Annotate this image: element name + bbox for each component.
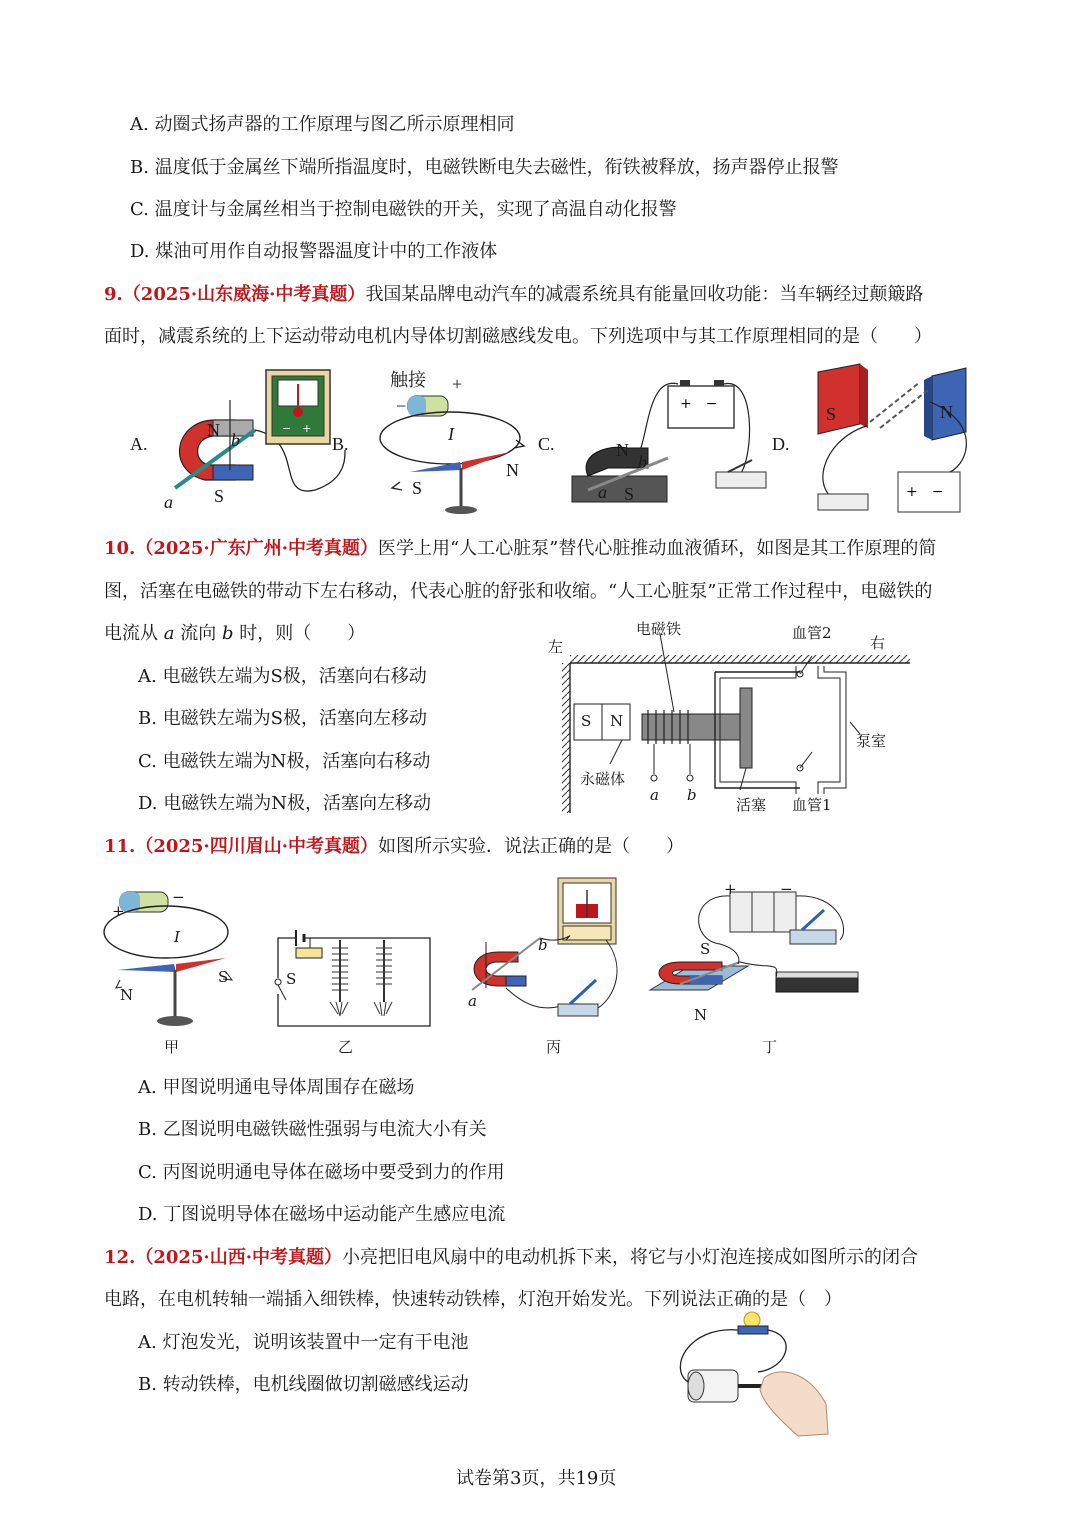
q8-option-b: B. 温度低于金属丝下端所指温度时，电磁铁断电失去磁性，衔铁被释放，扬声器停止报警 <box>130 157 839 178</box>
svg-text:+ −: + − <box>680 396 718 412</box>
q11-fig-jia-minus: − <box>172 888 185 906</box>
q11-fig-ding-minus: − <box>780 880 793 898</box>
q10-option-b: B. 电磁铁左端为S极，活塞向左移动 <box>138 708 428 729</box>
q9-fig-d-key: D. <box>772 434 790 454</box>
q9-number: 9. <box>104 284 123 305</box>
q12-source-tag: （2025·山西·中考真题） <box>135 1247 342 1268</box>
q8-option-d: D. 煤油可用作自动报警器温度计中的工作液体 <box>130 241 498 262</box>
q9-fig-a-n: N <box>207 420 220 440</box>
q10-option-a: A. 电磁铁左端为S极，活塞向右移动 <box>138 666 427 687</box>
q8-option-c: C. 温度计与金属丝相当于控制电磁铁的开关，实现了高温自动化报警 <box>130 199 677 220</box>
q9-fig-c-b: b <box>638 452 647 472</box>
q11-fig-ding-n: N <box>694 1006 708 1024</box>
q9-fig-b-touch: 触接 <box>390 370 426 390</box>
q11-fig-jia-i: I <box>174 928 180 946</box>
q10-fig-b: b <box>687 786 697 804</box>
q11-fig-jia-s: S <box>218 968 229 986</box>
q10-fig-right: 右 <box>870 634 886 652</box>
q10-number: 10. <box>104 538 136 559</box>
q11-caption-bing: 丙 <box>546 1038 562 1056</box>
q9-fig-b-minus: − <box>396 396 407 416</box>
q11-fig-bing-a: a <box>468 992 477 1010</box>
q11-fig-ding-plus: + <box>724 880 737 898</box>
q11-fig-jia-n: N <box>120 986 134 1004</box>
q9-stem-line1: 9.（2025·山东威海·中考真题）我国某品牌电动汽车的减震系统具有能量回收功能：当车辆经过颠簸路 <box>104 284 924 305</box>
q10-option-d: D. 电磁铁左端为N极，活塞向左移动 <box>138 793 431 814</box>
q12-stem-line1: 12.（2025·山西·中考真题）小亮把旧电风扇中的电动机拆下来，将它与小灯泡连接成如图所示的闭合 <box>104 1247 918 1268</box>
q9-fig-a-galvanometer-icon <box>264 368 334 448</box>
q11-fig-bing-b: b <box>538 936 548 954</box>
q11-caption-yi: 乙 <box>338 1038 354 1056</box>
q10-source-tag: （2025·广东广州·中考真题） <box>135 538 378 559</box>
q9-fig-a-a: a <box>164 492 173 512</box>
q11-option-b: B. 乙图说明电磁铁磁性强弱与电流大小有关 <box>138 1119 487 1140</box>
q9-fig-c-n: N <box>616 440 629 460</box>
q10-fig-piston: 活塞 <box>736 796 767 814</box>
svg-text:+ −: + − <box>906 484 944 500</box>
q11-option-c: C. 丙图说明通电导体在磁场中要受到力的作用 <box>138 1162 505 1183</box>
q12-motor-lamp-figure <box>668 1308 838 1438</box>
q9-fig-c-a: a <box>598 482 607 502</box>
svg-text:− +: − + <box>282 422 312 435</box>
q11-source-tag: （2025·四川眉山·中考真题） <box>135 836 378 857</box>
q11-option-d: D. 丁图说明导体在磁场中运动能产生感应电流 <box>138 1204 506 1225</box>
q9-fig-b-key: B. <box>332 434 349 454</box>
q11-fig-jia-plus: + <box>112 902 125 920</box>
q11-caption-jia: 甲 <box>164 1038 180 1056</box>
q9-fig-a-b: b <box>231 430 240 450</box>
q9-stem-line2: 面时，减震系统的上下运动带动电机内导体切割磁感线发电。下列选项中与其工作原理相同的是（ ） <box>104 326 932 347</box>
q9-fig-b-plus: + <box>452 374 463 394</box>
q9-fig-c-key: C. <box>538 434 555 454</box>
q11-fig-yi-s: S <box>286 970 297 988</box>
q10-option-c: C. 电磁铁左端为N极，活塞向右移动 <box>138 751 431 772</box>
q9-fig-c-s: S <box>624 484 635 504</box>
q9-fig-d-n: N <box>940 402 953 422</box>
q9-fig-b-oersted-icon <box>370 390 540 520</box>
q11-number: 11. <box>104 836 136 857</box>
q10-stem-line3: 电流从 a 流向 b 时，则（ ） <box>104 623 366 644</box>
q9-source-tag: （2025·山东威海·中考真题） <box>122 284 366 305</box>
page-footer: 试卷第3页，共19页 <box>456 1468 617 1489</box>
q10-fig-electromagnet: 电磁铁 <box>636 620 682 638</box>
q9-fig-b-s: S <box>412 478 423 498</box>
q9-fig-d-magnets-icon <box>800 362 980 522</box>
q12-option-b: B. 转动铁棒，电机线圈做切割磁感线运动 <box>138 1374 469 1395</box>
q12-number: 12. <box>104 1247 136 1268</box>
q9-fig-b-n: N <box>506 460 519 480</box>
q10-fig-s: S <box>581 712 592 730</box>
q10-fig-a: a <box>650 786 659 804</box>
q11-fig-ding-s: S <box>700 940 711 958</box>
q10-fig-vessel2: 血管2 <box>792 624 832 642</box>
q11-stem: 11.（2025·四川眉山·中考真题）如图所示实验．说法正确的是（ ） <box>104 836 684 857</box>
q11-caption-ding: 丁 <box>762 1038 778 1056</box>
q10-fig-magnet: 永磁体 <box>580 770 626 788</box>
q9-fig-d-s: S <box>826 404 837 424</box>
q9-fig-b-current: I <box>448 424 454 444</box>
q10-fig-left: 左 <box>548 638 564 656</box>
q12-stem-line2: 电路，在电机转轴一端插入细铁棒，快速转动铁棒，灯泡开始发光。下列说法正确的是（ ） <box>104 1289 842 1310</box>
q12-option-a: A. 灯泡发光，说明该装置中一定有干电池 <box>138 1332 469 1353</box>
q10-fig-pump: 泵室 <box>856 732 887 750</box>
q9-fig-a-key: A. <box>130 434 148 454</box>
q8-option-a: A. 动圈式扬声器的工作原理与图乙所示原理相同 <box>130 114 515 135</box>
q10-stem-line2: 图，活塞在电磁铁的带动下左右移动，代表心脏的舒张和收缩。“人工心脏泵”正常工作过程中，电磁铁的 <box>104 581 933 602</box>
q10-fig-vessel1: 血管1 <box>792 796 832 814</box>
q9-fig-a-s: S <box>214 486 225 506</box>
q10-fig-n: N <box>610 712 624 730</box>
q10-stem-line1: 10.（2025·广东广州·中考真题）医学上用“人工心脏泵”替代心脏推动血液循环，如图是其工作原理的简 <box>104 538 937 559</box>
q11-option-a: A. 甲图说明通电导体周围存在磁场 <box>138 1077 415 1098</box>
q11-fig-ding <box>650 880 865 1030</box>
